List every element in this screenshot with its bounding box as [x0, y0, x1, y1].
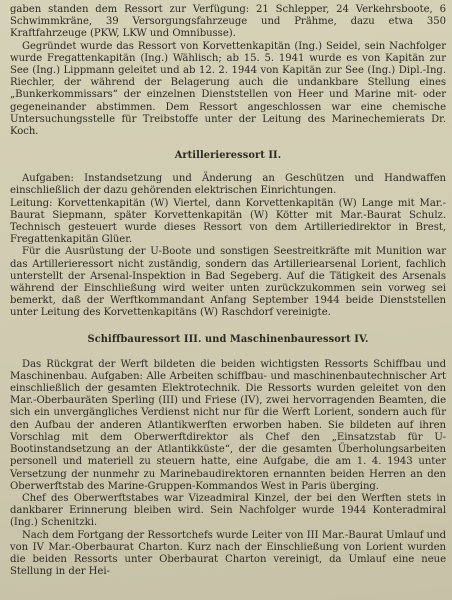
paragraph: Aufgaben: Instandsetzung und Änderung an Geschützen und Handwaffen einschließlich der dazu gehörenden elektrischen Einrichtungen.: [10, 173, 446, 197]
section-heading-schiffbauressort: Schiffbauressort III. und Maschinenbauressort IV.: [87, 333, 369, 345]
paragraph: Nach dem Fortgang der Ressortchefs wurde Leiter von III Mar.-Baurat Umlauf und von IV Mar.-Oberbaurat Charton. Kurz nach der Einschließung von Lorient wurden die beiden Ressorts unter Oberbaurat Charton vereinigt, da Umlauf eine neue Stellung in der Hei-: [10, 529, 446, 578]
section-artillerieressort: [10, 173, 446, 319]
paragraph: Das Rückgrat der Werft bildeten die beiden wichtigsten Ressorts Schiffbau und Maschinenbau. Aufgaben: Alle Arbeiten schiffbau- und maschinenbautechnischer Art einschließlich der gesamten Elektrotechnik. Die Ressorts wurden geleitet von den Mar.-Oberbauräten Sperling (III) und Friese (IV), zwei hervorragenden Beamten, die sich ein unvergängliches Verdienst nicht nur für die Werft Lorient, sondern auch für den Aufbau der anderen Atlantikwerften erworben haben. Sie bildeten auf ihren Vorschlag mit dem Oberwerftdirektor als Chef den „Einsatzstab für U-Bootinstandsetzung an der Atlantikküste“, der die gesamten Überholungsarbeiten personell und materiell zu steuern hatte, eine Aufgabe, die am 1. 4. 1943 unter Versetzung der nunmehr zu Marinebaudirektoren ernannten beiden Herren an den Oberwerftstab des Marine-Gruppen-Kommandos West in Paris überging.: [10, 358, 446, 492]
paragraph: Gegründet wurde das Ressort von Korvettenkapitän (Ing.) Seidel, sein Nachfolger wurde Fregattenkapitän (Ing.) Wählisch; ab 15. 5. 1941 wurde es von Kapitän zur See (Ing.) Lippmann geleitet und ab 12. 2. 1944 von Kapitän zur See (Ing.) Dipl.-Ing. Riechler, der während der Belagerung auch die undankbare Stellung eines „Bunkerkommissars“ der einzelnen Dienststellen von Heer und Marine mit- oder gegeneinander abstimmen. Dem Ressort angeschlossen war eine chemische Untersuchungsstelle für Treibstoffe unter der Leitung des Marinechemierats Dr. Koch.: [10, 40, 446, 138]
section-fuhrpark: [10, 4, 446, 138]
paragraph: gaben standen dem Ressort zur Verfügung: 21 Schlepper, 24 Verkehrsboote, 6 Schwimmkräne, 39 Versorgungsfahrzeuge und Prähme, dazu etwa 350 Kraftfahrzeuge (PKW, LKW und Omnibusse).: [10, 4, 446, 40]
paragraph: Leitung: Korvettenkapitän (W) Viertel, dann Korvettenkapitän (W) Lange mit Mar.-Baurat Siepmann, später Korvettenkapitän (W) Kötter mit Mar.-Baurat Schulz. Technisch gesteuert wurde dieses Ressort von dem Artilleriedirektor in Brest, Fregattenkapitän Glüer.: [10, 197, 446, 246]
paragraph: Für die Ausrüstung der U-Boote und sonstigen Seestreitkräfte mit Munition war das Artillerieressort nicht zuständig, sondern das Artilleriearsenal Lorient, fachlich unterstellt der Arsenal-Inspektion in Bad Segeberg. Auf die Tätigkeit des Arsenals während der Einschließung wird weiter unten zurückzukommen sein vorweg sei bemerkt, daß der Werftkommandant Anfang September 1944 beide Dienststellen unter Leitung des Korvettenkapitäns (W) Raschdorf vereinigte.: [10, 246, 446, 319]
section-schiffbauressort: [10, 359, 446, 579]
section-heading-artillerieressort: Artillerieressort II.: [174, 150, 282, 162]
paragraph: Chef des Oberwerftstabes war Vizeadmiral Kinzel, der bei den Werften stets in dankbarer Erinnerung bleiben wird. Sein Nachfolger wurde 1944 Konteradmiral (Ing.) Schenitzki.: [10, 492, 446, 529]
